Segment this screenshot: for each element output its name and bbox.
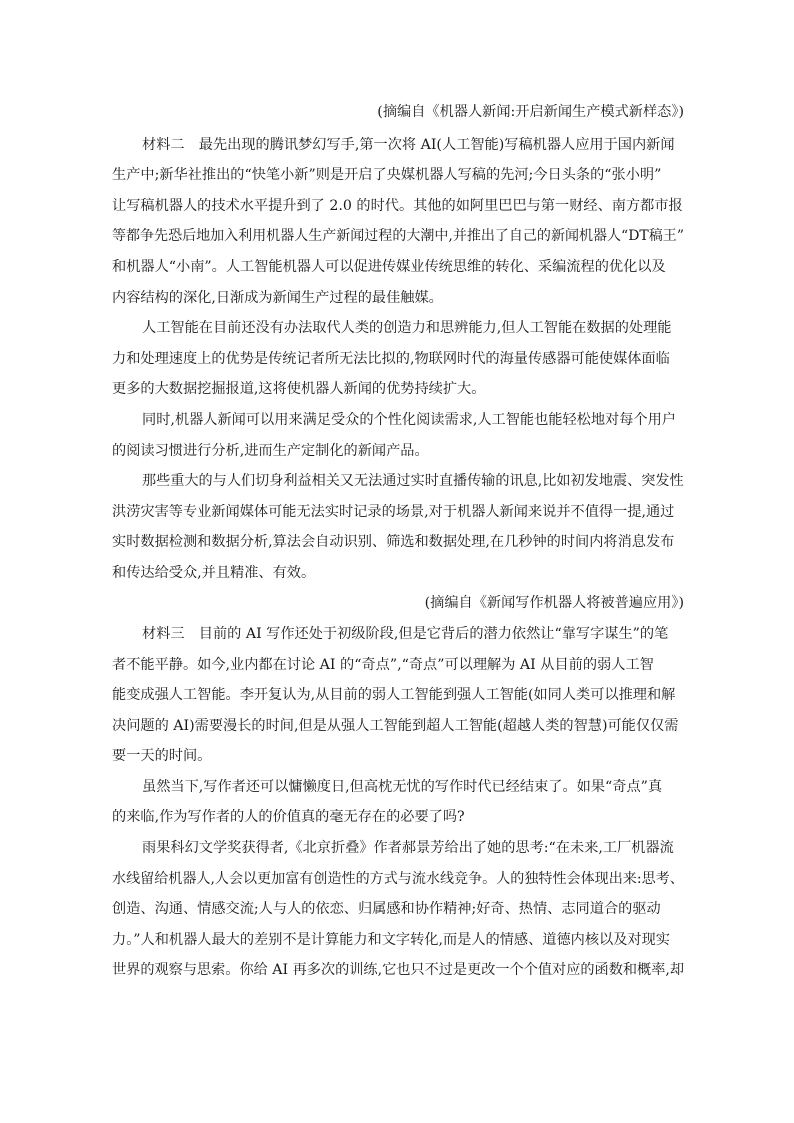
- paragraph-line: 创造、沟通、情感交流;人与人的依恋、归属感和协作精神;好奇、热情、志同道合的驱动: [112, 901, 661, 917]
- paragraph-line: 力。”人和机器人最大的差别不是计算能力和文字转化,而是人的情感、道德内核以及对现实: [112, 932, 670, 948]
- paragraph-line: 那些重大的与人们切身利益相关又无法通过实时直播传输的讯息,比如初发地震、突发性: [142, 473, 684, 489]
- paragraph-line: 决问题的 AI)需要漫长的时间,但是从强人工智能到超人工智能(超越人类的智慧)可能仅仅需: [112, 718, 679, 734]
- paragraph-line: 者不能平静。如今,业内都在讨论 AI 的“奇点”,“奇点”可以理解为 AI 从目前的弱人工智: [112, 657, 654, 673]
- paragraph-line: 能变成强人工智能。李开复认为,从目前的弱人工智能到强人工智能(如同人类可以推理和解: [112, 687, 676, 703]
- paragraph-line: 雨果科幻文学奖获得者,《北京折叠》作者郝景芳给出了她的思考:“在未来,工厂机器流: [142, 840, 674, 856]
- source-citation: (摘编自《机器人新闻:开启新闻生产模式新样态》): [377, 104, 684, 120]
- paragraph-line: 让写稿机器人的技术水平提升到了 2.0 的时代。其他的如阿里巴巴与第一财经、南方都市报: [112, 198, 683, 214]
- paragraph-line: 世界的观察与思索。你给 AI 再多次的训练,它也只不过是更改一个个值对应的函数和概率,却: [112, 962, 685, 978]
- paragraph-line: 和传达给受众,并且精准、有效。: [112, 565, 316, 581]
- paragraph-line: 和机器人“小南”。人工智能机器人可以促进传媒业传统思维的转化、采编流程的优化以及: [112, 259, 666, 275]
- paragraph-line: 实时数据检测和数据分析,算法会自动识别、筛选和数据处理,在几秒钟的时间内将消息发布: [112, 534, 675, 550]
- paragraph-line: 材料二 最先出现的腾讯梦幻写手,第一次将 AI(人工智能)写稿机器人应用于国内新闻: [142, 137, 675, 153]
- paragraph-line: 力和处理速度上的优势是传统记者所无法比拟的,物联网时代的海量传感器可能使媒体面临: [112, 351, 670, 367]
- source-citation: (摘编自《新闻写作机器人将被普遍应用》): [424, 595, 684, 611]
- paragraph-line: 生产中;新华社推出的“快笔小新”则是开启了央媒机器人写稿的先河;今日头条的“张小明”: [112, 167, 662, 183]
- paragraph-line: 人工智能在目前还没有办法取代人类的创造力和思辨能力,但人工智能在数据的处理能: [142, 320, 672, 336]
- paragraph-line: 的来临,作为写作者的人的价值真的毫无存在的必要了吗?: [112, 809, 465, 825]
- paragraph-line: 等都争先恐后地加入利用机器人生产新闻过程的大潮中,并推出了自己的新闻机器人“DT稿王”: [112, 228, 684, 244]
- paragraph-line: 虽然当下,写作者还可以慵懒度日,但高枕无忧的写作时代已经结束了。如果“奇点”真: [142, 779, 663, 795]
- paragraph-line: 洪涝灾害等专业新闻媒体可能无法实时记录的场景,对于机器人新闻来说并不值得一提,通过: [112, 504, 675, 520]
- paragraph-line: 的阅读习惯进行分析,进而生产定制化的新闻产品。: [112, 443, 429, 459]
- paragraph-line: 更多的大数据挖掘报道,这将使机器人新闻的优势持续扩大。: [112, 381, 486, 397]
- paragraph-line: 材料三 目前的 AI 写作还处于初级阶段,但是它背后的潜力依然让“靠写字谋生”的笔: [142, 626, 669, 642]
- document-page: [112, 0, 684, 1123]
- paragraph-line: 同时,机器人新闻可以用来满足受众的个性化阅读需求,人工智能也能轻松地对每个用户: [142, 412, 676, 428]
- paragraph-line: 内容结构的深化,日渐成为新闻生产过程的最佳触媒。: [112, 290, 443, 306]
- paragraph-line: 水线留给机器人,人会以更加富有创造性的方式与流水线竞争。人的独特性会体现出来:思考、: [112, 871, 684, 887]
- paragraph-line: 要一天的时间。: [112, 748, 212, 764]
